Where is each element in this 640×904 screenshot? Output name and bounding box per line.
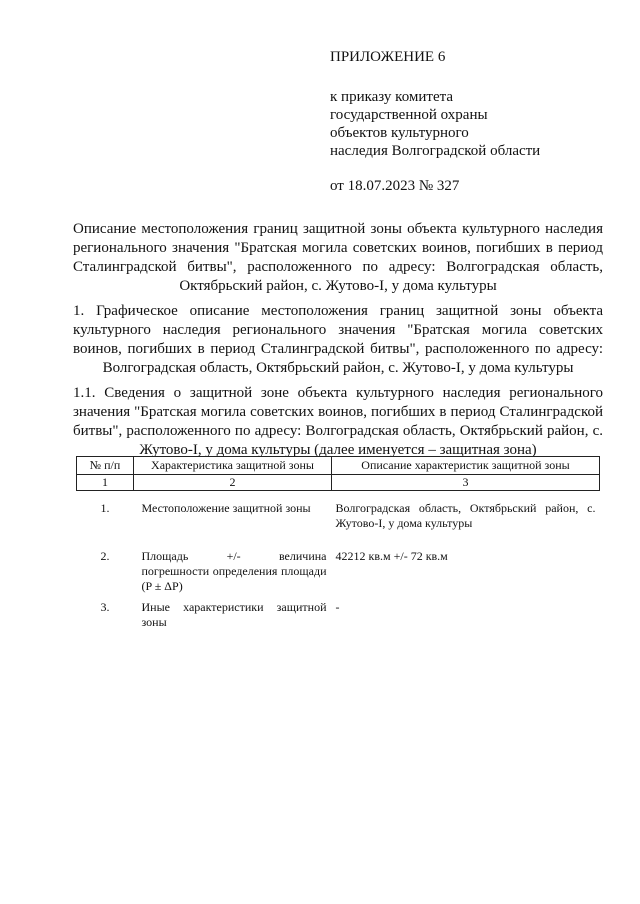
appendix-title: ПРИЛОЖЕНИЕ 6	[330, 49, 446, 65]
row-number: 1.	[100, 501, 110, 515]
header-characteristic: Характеристика защитной зоны	[134, 457, 332, 475]
section-1-1-heading: 1.1. Сведения о защитной зоне объекта культурного наследия регионального значения "Братская могила советских воинов, погибших в период Сталинградской битвы", расположенного по адресу: Волгоградская область, Октябрьский район, с. Жутово-I, у дома культуры (далее именуется – защитная зона)	[73, 385, 603, 458]
appendix-line: наследия Волгоградской области	[330, 143, 541, 159]
section-1-heading: 1. Графическое описание местоположения границ защитной зоны объекта культурного наследия регионального значения "Братская могила советских воинов, погибших в период Сталинградской битвы", расположенного по адресу: Волгоградская область, Октябрьский район, с. Жутово-I, у дома культуры	[73, 303, 603, 376]
table-header-row	[77, 457, 600, 475]
table-row	[77, 491, 600, 532]
appendix-line: к приказу комитета	[330, 89, 454, 105]
table-row	[77, 594, 600, 630]
description-title: Описание местоположения границ защитной зоны объекта культурного наследия регионального значения "Братская могила советских воинов, погибших в период Сталинградской битвы", расположенного по адресу: Волгоградская область, Октябрьский район, с. Жутово-I, у дома культуры	[73, 221, 603, 294]
row-description: Волгоградская область, Октябрьский район, с. Жутово-I, у дома культуры	[335, 501, 596, 530]
appendix-header	[330, 48, 540, 195]
row-description: -	[335, 600, 340, 614]
column-number: 3	[332, 475, 600, 491]
row-number: 3.	[100, 600, 110, 614]
order-date-number: от 18.07.2023 № 327	[330, 178, 460, 194]
appendix-line: государственной охраны	[330, 107, 488, 123]
header-description: Описание характеристик защитной зоны	[332, 457, 600, 475]
column-number-row	[77, 475, 600, 491]
row-description: 42212 кв.м +/- 72 кв.м	[335, 549, 448, 563]
zone-info-table	[76, 456, 600, 630]
row-characteristic: Иные характеристики защитной зоны	[141, 600, 327, 629]
row-characteristic: Местоположение защитной зоны	[141, 501, 311, 515]
row-characteristic: Площадь +/- величина погрешности определения площади (P ± ΔP)	[141, 549, 327, 593]
header-number: № п/п	[77, 457, 134, 475]
column-number: 2	[134, 475, 332, 491]
row-number: 2.	[100, 549, 110, 563]
table-row	[77, 531, 600, 594]
appendix-line: объектов культурного	[330, 125, 469, 141]
column-number: 1	[77, 475, 134, 491]
